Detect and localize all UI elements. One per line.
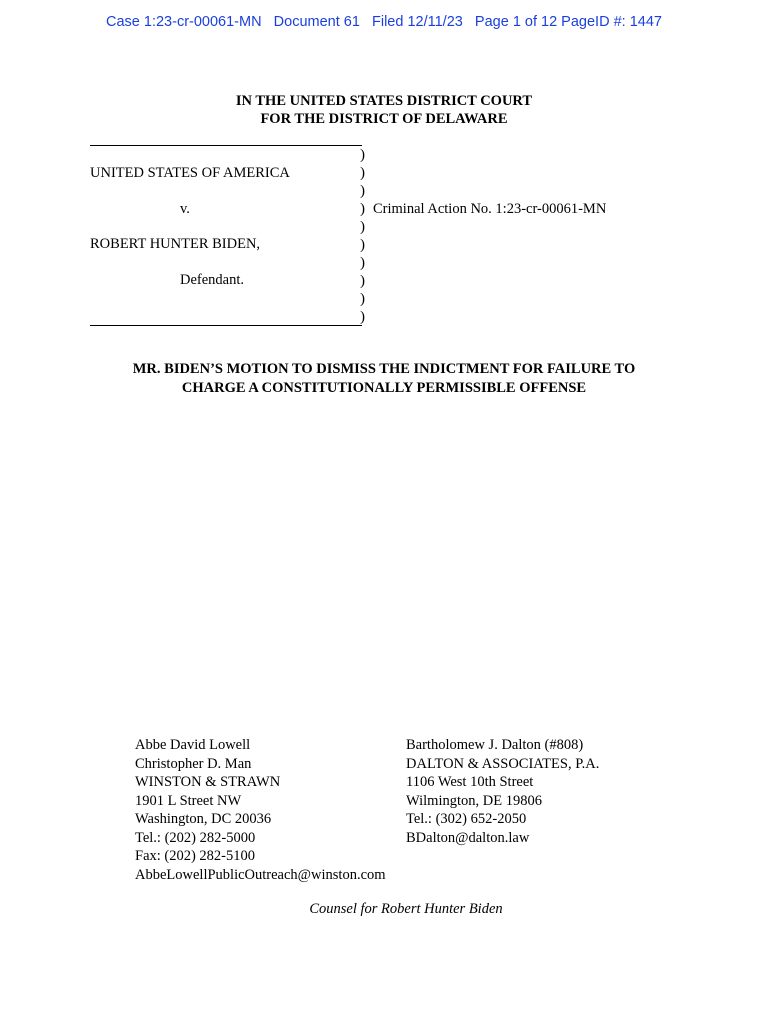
court-district: FOR THE DISTRICT OF DELAWARE xyxy=(260,111,508,127)
counsel-block-left xyxy=(135,736,386,884)
counsel-line: Abbe David Lowell xyxy=(135,737,251,753)
counsel-line: Washington, DC 20036 xyxy=(135,811,272,827)
counsel-line: DALTON & ASSOCIATES, P.A. xyxy=(406,755,600,772)
paren: ) xyxy=(360,183,365,199)
counsel-line: Tel.: (202) 282-5000 xyxy=(135,829,256,846)
counsel-line: Tel.: (302) 652-2050 xyxy=(406,811,527,827)
paren: ) xyxy=(360,237,365,253)
court-name: IN THE UNITED STATES DISTRICT COURT xyxy=(235,93,533,109)
caption-top-rule xyxy=(90,145,362,146)
paren: ) xyxy=(360,255,365,271)
caption-defendant-role: Defendant. xyxy=(180,272,245,288)
counsel-block-right xyxy=(406,736,599,847)
counsel-line: Fax: (202) 282-5100 xyxy=(135,848,256,864)
motion-title-line1: MR. BIDEN’S MOTION TO DISMISS THE INDICTMENT FOR FAILURE TO xyxy=(132,361,636,377)
caption-versus: v. xyxy=(180,201,190,217)
caption-plaintiff: UNITED STATES OF AMERICA xyxy=(90,165,290,181)
paren: ) xyxy=(360,309,365,325)
counsel-email: AbbeLowellPublicOutreach@winston.com xyxy=(135,866,386,883)
counsel-email: BDalton@dalton.law xyxy=(406,829,530,846)
caption-bottom-rule xyxy=(90,325,362,326)
counsel-for-line: Counsel for Robert Hunter Biden xyxy=(309,901,503,917)
paren: ) xyxy=(360,147,365,163)
counsel-line: Wilmington, DE 19806 xyxy=(406,792,542,809)
caption-defendant: ROBERT HUNTER BIDEN, xyxy=(90,236,261,252)
paren: ) xyxy=(360,291,365,307)
page-info: Page 1 of 12 PageID #: 1447 xyxy=(474,14,662,30)
counsel-line: 1106 West 10th Street xyxy=(406,774,534,790)
counsel-line: WINSTON & STRAWN xyxy=(135,774,281,790)
paren: ) xyxy=(360,273,365,289)
counsel-line: Christopher D. Man xyxy=(135,755,252,772)
case-number: Case 1:23-cr-00061-MN xyxy=(106,14,262,30)
counsel-line: 1901 L Street NW xyxy=(135,792,242,809)
counsel-line: Bartholomew J. Dalton (#808) xyxy=(406,737,584,753)
ecf-header xyxy=(0,14,768,30)
filed-date: Filed 12/11/23 xyxy=(372,14,463,30)
motion-title-line2: CHARGE A CONSTITUTIONALLY PERMISSIBLE OFFENSE xyxy=(181,380,587,396)
criminal-action-number: Criminal Action No. 1:23-cr-00061-MN xyxy=(373,201,607,217)
document-number: Document 61 xyxy=(273,14,360,30)
paren: ) xyxy=(360,201,365,217)
paren: ) xyxy=(360,219,365,235)
paren: ) xyxy=(360,165,365,181)
